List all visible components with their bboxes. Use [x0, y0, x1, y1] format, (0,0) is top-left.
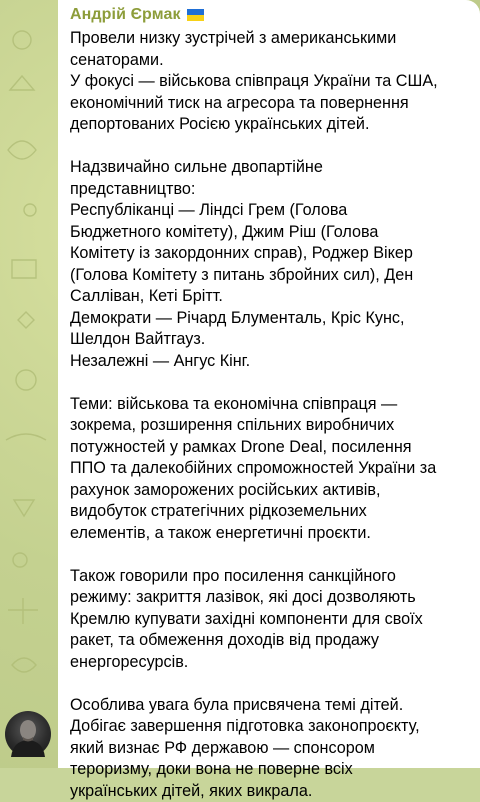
message-line: видобуток стратегічних рідкоземельних [70, 501, 470, 523]
message-line: Також говорили про посилення санкційного [70, 566, 470, 588]
message-bubble [58, 0, 480, 768]
message-text [70, 28, 470, 802]
message-line: який визнає РФ державою — спонсором [70, 738, 470, 760]
message-line: елементів, а також енергетичні проєкти. [70, 523, 470, 545]
message-line: Провели низку зустрічей з американськими [70, 28, 470, 50]
message-line: Теми: військова та економічна співпраця — [70, 394, 470, 416]
message-line: Добігає завершення підготовка законопроєкту, [70, 716, 470, 738]
message-line: Особлива увага була присвячена темі дітей. [70, 695, 470, 717]
message-line: зокрема, розширення спільних виробничих [70, 415, 470, 437]
message-paragraph [70, 157, 470, 372]
message-paragraph [70, 695, 470, 802]
ukraine-flag-icon [187, 9, 204, 21]
message-line: (Голова Комітету з питань збройних сил), Ден [70, 265, 470, 287]
message-line: енергоресурсів. [70, 652, 470, 674]
message-line: економічний тиск на агресора та повернення [70, 93, 470, 115]
message-line: українських дітей, яких викрала. [70, 781, 470, 802]
sender-avatar[interactable] [5, 711, 51, 757]
message-line: тероризму, доки вона не поверне всіх [70, 759, 470, 781]
message-line: Республіканці — Ліндсі Грем (Голова [70, 200, 470, 222]
message-line: режиму: закриття лазівок, які досі дозволяють [70, 587, 470, 609]
sender-name[interactable]: Андрій Єрмак [70, 6, 181, 24]
message-line: потужностей у рамках Drone Deal, посилення [70, 437, 470, 459]
message-line: Незалежні — Ангус Кінг. [70, 351, 470, 373]
message-line: рахунок заморожених російських активів, [70, 480, 470, 502]
message-line: депортованих Росією українських дітей. [70, 114, 470, 136]
message-line: Кремлю купувати західні компоненти для своїх [70, 609, 470, 631]
message-line: сенаторами. [70, 50, 470, 72]
message-line: представництво: [70, 179, 470, 201]
message-line: ППО та далекобійних спроможностей України за [70, 458, 470, 480]
sender-header [70, 4, 470, 26]
message-line: Салліван, Кеті Брітт. [70, 286, 470, 308]
message-paragraph [70, 28, 470, 136]
message-line: Надзвичайно сильне двопартійне [70, 157, 470, 179]
person-silhouette-icon [5, 711, 51, 757]
message-line: ракет, та обмеження доходів від продажу [70, 630, 470, 652]
message-line: Демократи — Річард Блументаль, Кріс Кунс, [70, 308, 470, 330]
message-paragraph [70, 566, 470, 674]
message-line: У фокусі — військова співпраця України та США, [70, 71, 470, 93]
message-line: Комітету із закордонних справ), Роджер Вікер [70, 243, 470, 265]
message-paragraph [70, 394, 470, 545]
message-line: Бюджетного комітету), Джим Ріш (Голова [70, 222, 470, 244]
message-line: Шелдон Вайтгауз. [70, 329, 470, 351]
